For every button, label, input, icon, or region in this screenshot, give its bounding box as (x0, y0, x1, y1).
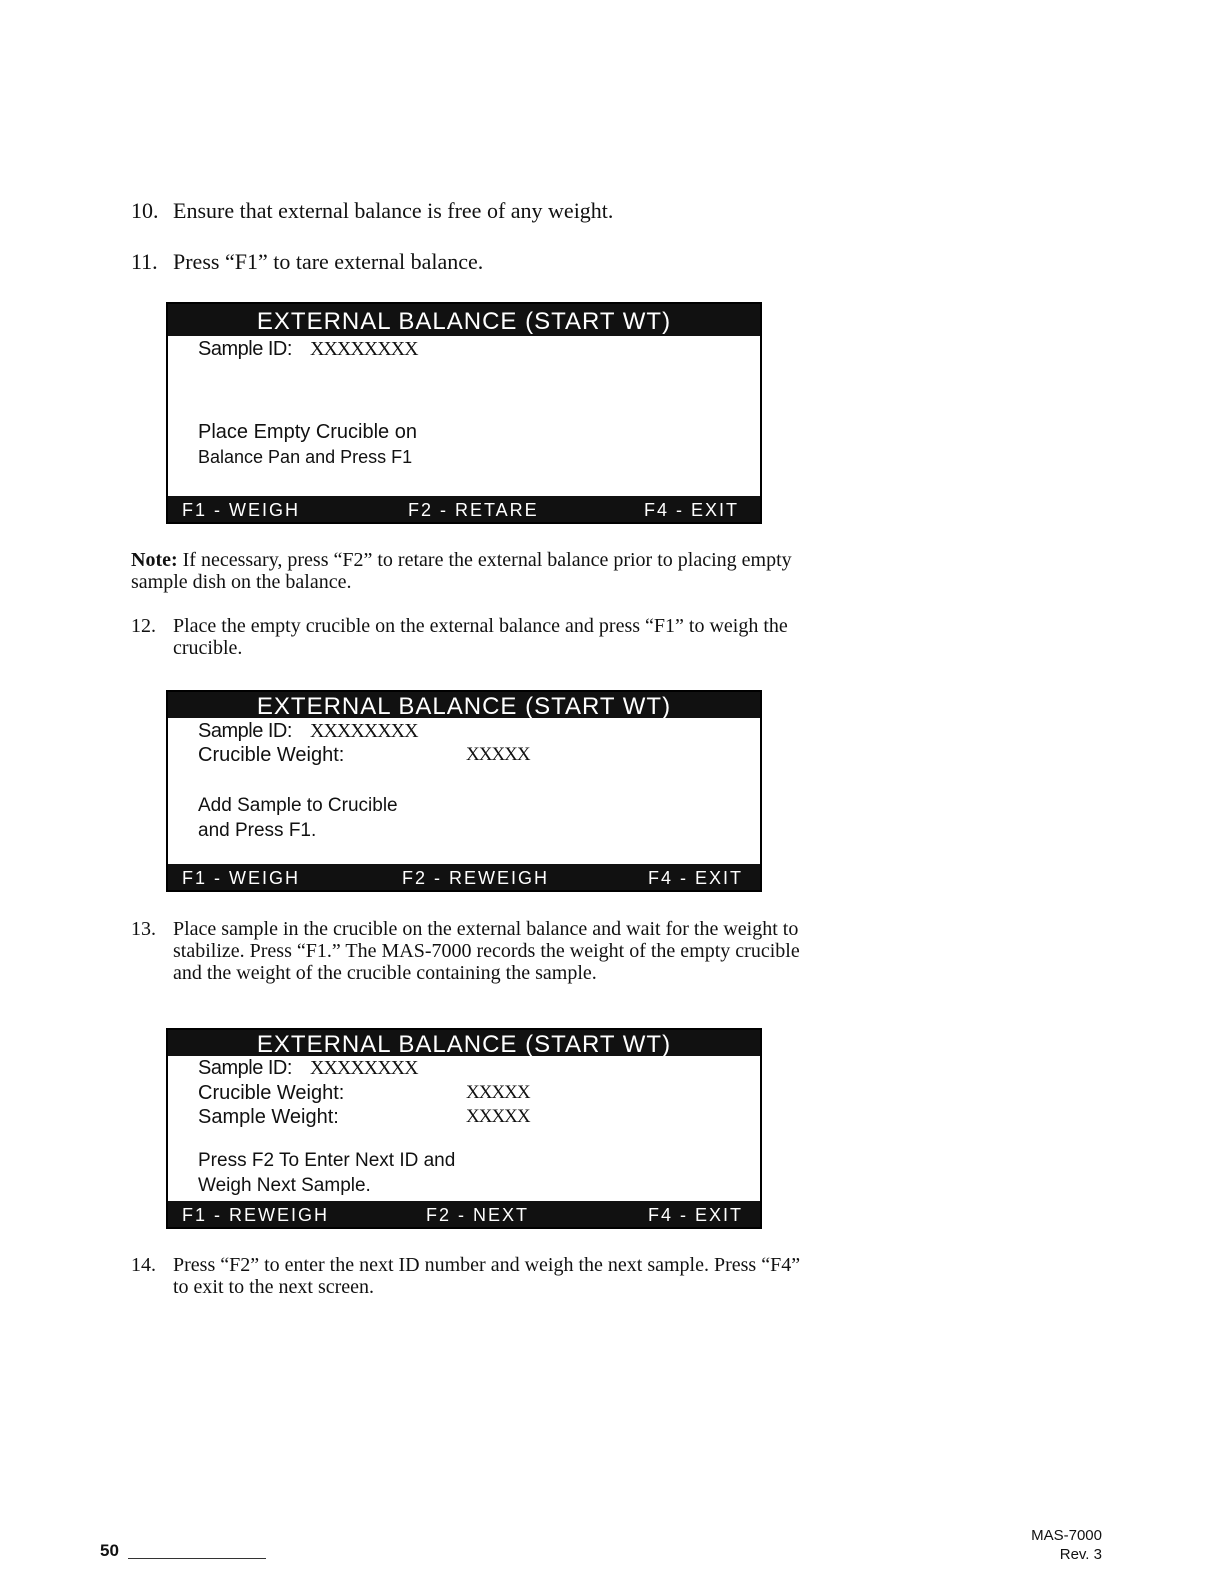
f4-key[interactable]: F4 - EXIT (644, 500, 740, 520)
sample-id-value: XXXXXXXX (310, 1057, 418, 1079)
screen-message-line2: Balance Pan and Press F1 (198, 447, 413, 467)
sample-id-label: Sample ID: (198, 338, 292, 360)
function-key-bar (168, 864, 760, 890)
crucible-weight-label: Crucible Weight: (198, 1082, 345, 1104)
step-10 (131, 200, 811, 222)
step-text: Press “F2” to enter the next ID number and weigh the next sample. Press “F4” to exit to the next screen. (173, 1254, 801, 1298)
note-text: If necessary, press “F2” to retare the external balance prior to placing empty sample dish on the balance. (131, 549, 792, 593)
f4-key[interactable]: F4 - EXIT (648, 868, 744, 888)
crucible-weight-value: XXXXX (466, 1082, 530, 1103)
step-number: 12. (131, 615, 156, 637)
page-number: 50 (100, 1541, 119, 1560)
crucible-weight-label: Crucible Weight: (198, 744, 345, 766)
step-13 (131, 918, 811, 984)
step-number: 14. (131, 1254, 156, 1276)
screen-message-line1: Press F2 To Enter Next ID and (198, 1150, 456, 1171)
f2-key[interactable]: F2 - REWEIGH (402, 868, 550, 888)
f1-key[interactable]: F1 - REWEIGH (182, 1205, 330, 1225)
f2-key[interactable]: F2 - NEXT (426, 1205, 530, 1225)
f2-key[interactable]: F2 - RETARE (408, 500, 539, 520)
screen-title: EXTERNAL BALANCE (START WT) (168, 692, 760, 718)
sample-weight-label: Sample Weight: (198, 1106, 339, 1128)
sample-id-label: Sample ID: (198, 720, 292, 742)
sample-id-label: Sample ID: (198, 1057, 292, 1079)
balance-screen-3 (166, 1028, 762, 1229)
screen-message-line1: Add Sample to Crucible (198, 795, 398, 816)
doc-name: MAS-7000 (1031, 1527, 1102, 1544)
step-text: Ensure that external balance is free of any weight. (173, 198, 614, 223)
sample-id-value: XXXXXXXX (310, 720, 418, 742)
step-11 (131, 251, 811, 273)
step-12 (131, 615, 811, 659)
balance-screen-2 (166, 690, 762, 892)
step-number: 10. (131, 198, 159, 223)
screen-title: EXTERNAL BALANCE (START WT) (168, 1030, 760, 1056)
step-number: 11. (131, 249, 158, 274)
step-text: Place the empty crucible on the external balance and press “F1” to weigh the crucible. (173, 615, 788, 659)
footer-doc-info (1031, 1526, 1102, 1564)
step-text: Press “F1” to tare external balance. (173, 249, 484, 274)
screen-title: EXTERNAL BALANCE (START WT) (168, 304, 760, 336)
step-text: Place sample in the crucible on the external balance and wait for the weight to stabilize. Press “F1.” The MAS-7000 records the weight of the empty crucible and the weight of the crucible containing the sample. (173, 918, 800, 984)
crucible-weight-value: XXXXX (466, 744, 530, 765)
f4-key[interactable]: F4 - EXIT (648, 1205, 744, 1225)
f1-key[interactable]: F1 - WEIGH (182, 500, 300, 520)
screen-message-line1: Place Empty Crucible on (198, 421, 417, 443)
footer-rule (128, 1558, 266, 1559)
step-14 (131, 1254, 811, 1298)
note-label: Note: (131, 549, 178, 571)
function-key-bar (168, 496, 760, 522)
step-number: 13. (131, 918, 156, 940)
function-key-bar (168, 1201, 760, 1227)
screen-message-line2: Weigh Next Sample. (198, 1175, 371, 1196)
sample-id-value: XXXXXXXX (310, 338, 418, 360)
balance-screen-1 (166, 302, 762, 524)
sample-weight-value: XXXXX (466, 1106, 530, 1127)
doc-revision: Rev. 3 (1059, 1546, 1102, 1563)
note-paragraph (131, 549, 811, 593)
screen-message-line2: and Press F1. (198, 820, 317, 841)
f1-key[interactable]: F1 - WEIGH (182, 868, 300, 888)
